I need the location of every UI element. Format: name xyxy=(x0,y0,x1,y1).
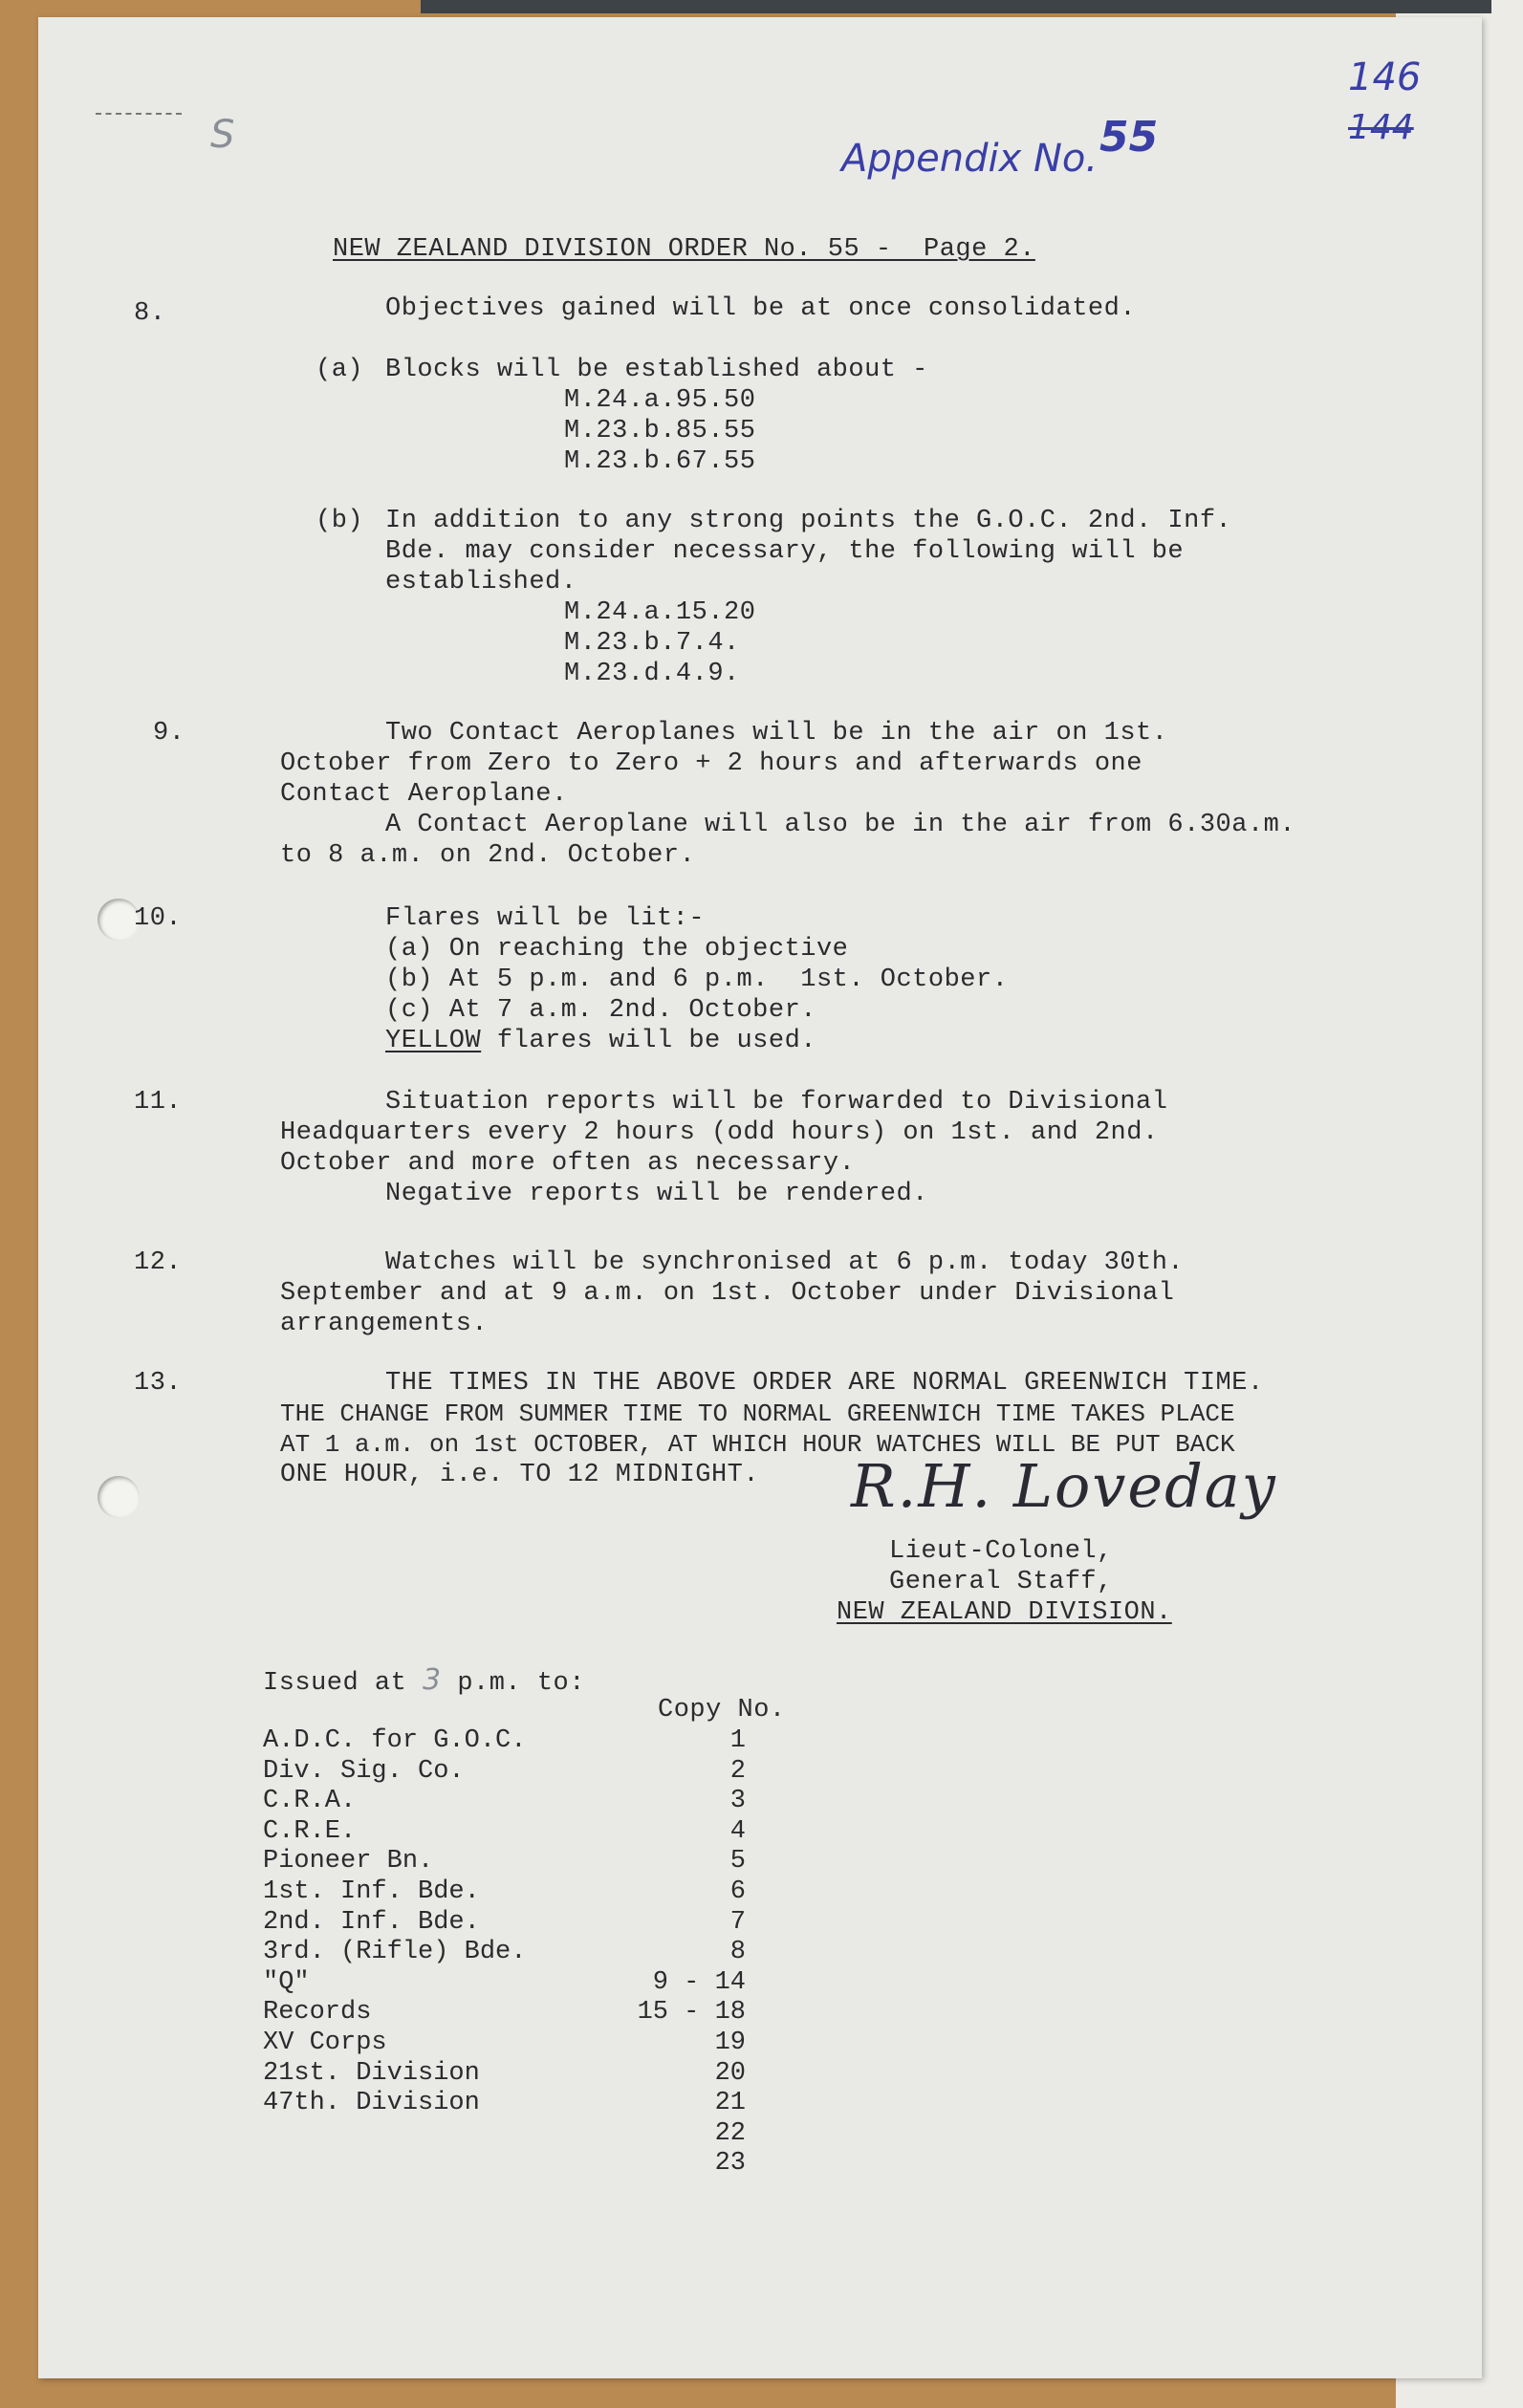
distribution-recipient: 21st. Division xyxy=(263,2058,480,2088)
distribution-copy-number: 3 xyxy=(729,1787,746,1816)
signatory-rank: Lieut-Colonel, xyxy=(889,1537,1113,1566)
distribution-copy-number: 1 xyxy=(729,1726,746,1755)
para-11-line: Headquarters every 2 hours (odd hours) on 1st. and 2nd. xyxy=(280,1118,1159,1147)
distribution-recipient: A.D.C. for G.O.C. xyxy=(263,1726,527,1755)
para-9-line: Contact Aeroplane. xyxy=(280,780,568,809)
para-11-line: Negative reports will be rendered. xyxy=(385,1180,928,1208)
flare-colour-rest: flares will be used. xyxy=(481,1027,816,1055)
para-number: 12. xyxy=(134,1248,183,1277)
para-10-line: (b) At 5 p.m. and 6 p.m. 1st. October. xyxy=(385,965,1009,994)
para-11-line: Situation reports will be forwarded to Divisional xyxy=(385,1088,1168,1117)
distribution-copy-number: 6 xyxy=(729,1877,746,1906)
distribution-recipient: XV Corps xyxy=(263,2028,387,2057)
map-reference: M.23.d.4.9. xyxy=(564,660,740,688)
distribution-recipient: Pioneer Bn. xyxy=(263,1847,434,1877)
para-9-line: to 8 a.m. on 2nd. October. xyxy=(280,841,696,870)
distribution-recipient: "Q" xyxy=(263,1967,310,1997)
appendix-label: Appendix No. xyxy=(841,137,1099,181)
distribution-copy-number: 9 - 14 xyxy=(652,1967,746,1997)
distribution-copy-number: 15 - 18 xyxy=(637,1998,746,2028)
copy-number-header: Copy No. xyxy=(658,1696,786,1725)
para-12-line: arrangements. xyxy=(280,1310,489,1338)
distribution-recipient: 47th. Division xyxy=(263,2089,480,2118)
para-11-line: October and more often as necessary. xyxy=(280,1149,856,1178)
para-9-line: Two Contact Aeroplanes will be in the air on 1st. xyxy=(385,719,1168,748)
para-number: 9. xyxy=(153,719,185,748)
distribution-recipient: Records xyxy=(263,1998,372,2028)
pencil-mark: S xyxy=(210,113,235,157)
para-10-line: (c) At 7 a.m. 2nd. October. xyxy=(385,996,816,1025)
subitem-text-line: In addition to any strong points the G.O.C. 2nd. Inf. xyxy=(385,507,1232,535)
para-number: 11. xyxy=(134,1088,183,1117)
map-reference: M.24.a.95.50 xyxy=(564,386,756,415)
subitem-label: (b) xyxy=(315,507,364,535)
flare-colour: YELLOW xyxy=(385,1027,482,1055)
issued-suffix: p.m. to: xyxy=(441,1669,585,1698)
distribution-recipient: C.R.E. xyxy=(263,1816,357,1846)
appendix-number: 55 xyxy=(1099,113,1159,162)
signature: R.H. Loveday xyxy=(851,1451,1277,1521)
distribution-copy-number: 21 xyxy=(714,2089,746,2118)
binder-clip-strip xyxy=(421,0,1491,13)
subitem-text-line: established. xyxy=(385,568,577,597)
distribution-copy-number: 7 xyxy=(729,1907,746,1937)
para-13-line: AT 1 a.m. on 1st OCTOBER, AT WHICH HOUR WATCHES WILL BE PUT BACK xyxy=(280,1430,1235,1459)
subitem-text-line: Bde. may consider necessary, the following will be xyxy=(385,537,1185,566)
distribution-recipient: 1st. Inf. Bde. xyxy=(263,1877,480,1906)
distribution-copy-number: 23 xyxy=(714,2149,746,2179)
para-10-flare-colour-line xyxy=(385,1027,816,1057)
para-10-line: (a) On reaching the objective xyxy=(385,935,849,964)
issued-line xyxy=(263,1665,585,1700)
para-number: 13. xyxy=(134,1369,183,1398)
distribution-copy-number: 19 xyxy=(714,2028,746,2057)
signatory-role: General Staff, xyxy=(889,1568,1113,1596)
issued-prefix: Issued at xyxy=(263,1669,424,1698)
distribution-copy-number: 22 xyxy=(714,2118,746,2148)
subitem-text: Blocks will be established about - xyxy=(385,356,928,384)
signatory-unit: NEW ZEALAND DIVISION. xyxy=(837,1598,1172,1627)
para-number: 8. xyxy=(134,299,166,328)
para-8-line: Objectives gained will be at once consolidated. xyxy=(385,294,1137,323)
para-12-line: Watches will be synchronised at 6 p.m. today 30th. xyxy=(385,1248,1185,1277)
para-10-line: Flares will be lit:- xyxy=(385,904,706,933)
para-9-line: A Contact Aeroplane will also be in the air from 6.30a.m. xyxy=(385,811,1296,839)
distribution-copy-number: 2 xyxy=(729,1756,746,1786)
distribution-copy-number: 8 xyxy=(729,1938,746,1967)
para-number: 10. xyxy=(134,904,183,933)
issued-hour: 3 xyxy=(423,1663,442,1697)
page-number-struck: 144 xyxy=(1348,108,1414,147)
distribution-recipient: 2nd. Inf. Bde. xyxy=(263,1907,480,1937)
para-13-line: THE TIMES IN THE ABOVE ORDER ARE NORMAL GREENWICH TIME. xyxy=(385,1369,1264,1398)
map-reference: M.24.a.15.20 xyxy=(564,598,756,627)
distribution-copy-number: 5 xyxy=(729,1847,746,1877)
document-page xyxy=(38,17,1482,2378)
map-reference: M.23.b.85.55 xyxy=(564,417,756,445)
distribution-copy-number: 20 xyxy=(714,2058,746,2088)
para-13-line: ONE HOUR, i.e. TO 12 MIDNIGHT. xyxy=(280,1461,760,1489)
order-heading: NEW ZEALAND DIVISION ORDER No. 55 - Page 2. xyxy=(333,235,1035,264)
distribution-recipient: Div. Sig. Co. xyxy=(263,1756,465,1786)
subitem-label: (a) xyxy=(315,356,364,384)
distribution-copy-number: 4 xyxy=(729,1816,746,1846)
distribution-recipient: 3rd. (Rifle) Bde. xyxy=(263,1938,527,1967)
para-13-line: THE CHANGE FROM SUMMER TIME TO NORMAL GREENWICH TIME TAKES PLACE xyxy=(280,1399,1235,1428)
para-12-line: September and at 9 a.m. on 1st. October under Divisional xyxy=(280,1279,1175,1308)
para-9-line: October from Zero to Zero + 2 hours and afterwards one xyxy=(280,749,1142,778)
pencil-dash xyxy=(96,113,182,115)
distribution-recipient: C.R.A. xyxy=(263,1787,357,1816)
map-reference: M.23.b.67.55 xyxy=(564,447,756,476)
page-number-current: 146 xyxy=(1348,55,1422,99)
punch-hole xyxy=(98,1476,140,1518)
map-reference: M.23.b.7.4. xyxy=(564,629,740,658)
